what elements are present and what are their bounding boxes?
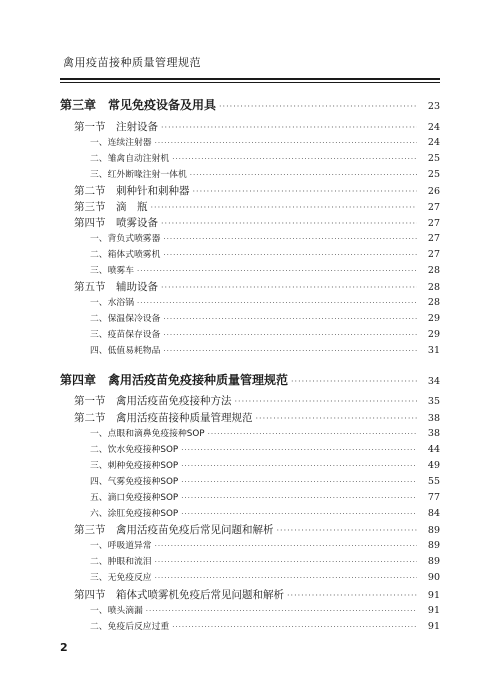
toc-section-label: 第五节 辅助设备: [74, 281, 158, 293]
toc-item-row: [60, 474, 440, 487]
toc-leader-dots: [146, 607, 417, 615]
toc-page-number: 55: [427, 476, 440, 487]
toc-leader-dots: [181, 510, 417, 518]
toc-section-row: [60, 587, 440, 602]
toc-item-label: 三、刺种免疫接种SOP: [90, 461, 179, 471]
toc-item-label: 一、连续注射器: [90, 138, 152, 148]
toc-page-number: 35: [427, 396, 440, 407]
toc-section-row: [60, 522, 440, 537]
toc-item-row: [60, 327, 440, 340]
toc-item-label: 二、肿眼和流泪: [90, 557, 152, 567]
toc-leader-dots: [219, 102, 417, 111]
toc-item-label: 二、保温保冷设备: [90, 314, 161, 324]
toc-page-number: 89: [427, 556, 440, 567]
toc-page-number: 24: [427, 122, 440, 133]
toc-leader-dots: [181, 462, 417, 470]
toc-leader-dots: [287, 591, 417, 600]
page-number: 2: [60, 641, 68, 654]
toc-item-label: 三、疫苗保存设备: [90, 330, 161, 340]
toc-chapter-row: [60, 371, 440, 388]
toc-leader-dots: [155, 542, 417, 550]
toc-item-label: 一、呼吸道异常: [90, 541, 152, 551]
toc-page-number: 77: [427, 492, 440, 503]
toc-item-row: [60, 311, 440, 324]
toc-leader-dots: [163, 251, 417, 259]
toc-page-number: 91: [427, 590, 440, 601]
toc-section-row: [60, 199, 440, 214]
toc-section-row: [60, 279, 440, 294]
toc-item-row: [60, 554, 440, 567]
toc-leader-dots: [151, 203, 418, 212]
toc-leader-dots: [181, 478, 417, 486]
toc-page-number: 34: [427, 376, 440, 387]
toc-item-row: [60, 490, 440, 503]
toc-section-row: [60, 119, 440, 134]
toc-section-label: 第三节 滴 瓶: [74, 201, 148, 213]
toc-leader-dots: [161, 283, 417, 292]
toc-leader-dots: [137, 267, 417, 275]
toc-leader-dots: [277, 526, 418, 535]
toc-page-number: 29: [427, 313, 440, 324]
toc-item-row: [60, 167, 440, 180]
toc-item-label: 六、涂肛免疫接种SOP: [90, 509, 179, 519]
toc-item-row: [60, 263, 440, 276]
toc-chapter-row: [60, 96, 440, 113]
toc-page-number: 89: [427, 525, 440, 536]
toc-leader-dots: [172, 155, 417, 163]
toc-chapter-label: 第四章 禽用活疫苗免疫接种质量管理规范: [60, 373, 289, 387]
toc-page-number: 27: [427, 233, 440, 244]
toc-item-label: 二、箱体式喷雾机: [90, 250, 161, 260]
toc-leader-dots: [172, 623, 417, 631]
toc-item-row: [60, 603, 440, 616]
toc-item-row: [60, 458, 440, 471]
toc-item-label: 三、喷雾车: [90, 266, 134, 276]
toc-leader-dots: [193, 187, 418, 196]
toc-section-label: 第一节 禽用活疫苗免疫接种方法: [74, 395, 232, 407]
toc-page-number: 27: [427, 202, 440, 213]
toc-leader-dots: [163, 331, 417, 339]
toc-leader-dots: [161, 219, 417, 228]
toc-page-number: 49: [427, 460, 440, 471]
toc-page-number: 27: [427, 249, 440, 260]
toc-item-label: 二、雏禽自动注射机: [90, 154, 170, 164]
toc-page-number: 28: [427, 265, 440, 276]
toc-leader-dots: [161, 123, 417, 132]
toc-section-label: 第二节 刺种针和刺种器: [74, 185, 190, 197]
toc-section-label: 第三节 禽用活疫苗免疫后常见问题和解析: [74, 524, 274, 536]
toc-item-label: 一、点眼和滴鼻免疫接种SOP: [90, 429, 205, 439]
toc-section-row: [60, 215, 440, 230]
toc-page-number: 91: [427, 605, 440, 616]
toc-section-label: 第四节 箱体式喷雾机免疫后常见问题和解析: [74, 589, 284, 601]
toc-item-label: 二、饮水免疫接种SOP: [90, 445, 179, 455]
toc-item-row: [60, 538, 440, 551]
toc-item-label: 三、无免疫反应: [90, 573, 152, 583]
toc-page-number: 25: [427, 169, 440, 180]
toc-item-label: 三、红外断喙注射一体机: [90, 170, 187, 180]
toc-page-number: 28: [427, 297, 440, 308]
toc-item-row: [60, 135, 440, 148]
toc-page-number: 38: [427, 413, 440, 424]
toc-item-row: [60, 619, 440, 632]
toc-item-row: [60, 343, 440, 356]
toc-page-number: 91: [427, 621, 440, 632]
toc-item-row: [60, 295, 440, 308]
toc-leader-dots: [291, 377, 417, 386]
toc-leader-dots: [208, 430, 417, 438]
toc-chapter-label: 第三章 常见免疫设备及用具: [60, 98, 217, 112]
running-header: 禽用疫苗接种质量管理规范: [63, 56, 201, 69]
toc-item-label: 一、背负式喷雾器: [90, 234, 161, 244]
toc-item-row: [60, 231, 440, 244]
toc-page-number: 29: [427, 329, 440, 340]
toc-item-row: [60, 442, 440, 455]
toc-section-row: [60, 183, 440, 198]
toc-page-number: 27: [427, 218, 440, 229]
toc-item-label: 一、喷头滴漏: [90, 606, 143, 616]
toc-leader-dots: [163, 347, 417, 355]
toc-leader-dots: [256, 414, 418, 423]
toc-page-number: 89: [427, 540, 440, 551]
toc-leader-dots: [181, 494, 417, 502]
toc-leader-dots: [155, 558, 417, 566]
toc-item-label: 四、低值易耗物品: [90, 346, 161, 356]
toc-section-label: 第二节 禽用活疫苗接种质量管理规范: [74, 412, 253, 424]
toc-page-number: 38: [427, 428, 440, 439]
toc-leader-dots: [137, 299, 417, 307]
header-rule-thick: [60, 78, 440, 80]
toc-item-label: 二、免疫后反应过重: [90, 622, 170, 632]
toc-section-label: 第一节 注射设备: [74, 121, 158, 133]
toc-page-number: 24: [427, 137, 440, 148]
toc-leader-dots: [163, 235, 417, 243]
toc-leader-dots: [155, 139, 417, 147]
toc-item-label: 五、滴口免疫接种SOP: [90, 493, 179, 503]
toc-item-row: [60, 570, 440, 583]
toc-item-row: [60, 247, 440, 260]
toc-item-row: [60, 506, 440, 519]
toc-section-row: [60, 393, 440, 408]
toc-leader-dots: [163, 315, 417, 323]
toc-page-number: 44: [427, 444, 440, 455]
toc-item-row: [60, 151, 440, 164]
toc-leader-dots: [181, 446, 417, 454]
toc-page-number: 25: [427, 153, 440, 164]
toc-item-label: 四、气雾免疫接种SOP: [90, 477, 179, 487]
toc-page-number: 23: [427, 101, 440, 112]
toc-leader-dots: [190, 171, 417, 179]
toc-page-number: 28: [427, 282, 440, 293]
toc-leader-dots: [155, 574, 417, 582]
toc-section-label: 第四节 喷雾设备: [74, 217, 158, 229]
toc-page-number: 84: [427, 508, 440, 519]
toc-page-number: 26: [427, 186, 440, 197]
toc-page-number: 31: [427, 345, 440, 356]
header-rule-thin: [60, 82, 440, 83]
toc-item-label: 一、水浴锅: [90, 298, 134, 308]
toc-leader-dots: [235, 397, 418, 406]
toc-page-number: 90: [427, 572, 440, 583]
toc-section-row: [60, 410, 440, 425]
toc-item-row: [60, 426, 440, 439]
